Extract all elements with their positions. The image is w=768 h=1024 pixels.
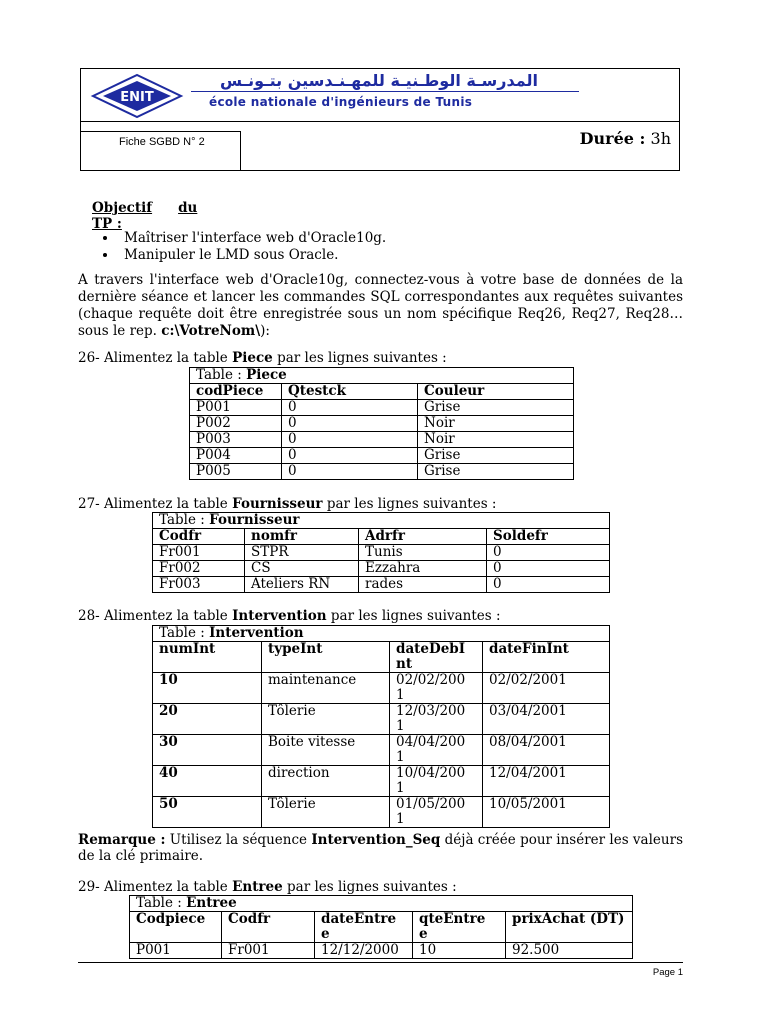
table-cell: 12/12/2000 bbox=[315, 943, 413, 959]
question-table-name: Piece bbox=[232, 350, 273, 366]
header-rule bbox=[191, 91, 579, 92]
table-caption bbox=[153, 626, 610, 642]
remark-text: Utilisez la séquence bbox=[165, 832, 312, 848]
table-cell: 30 bbox=[153, 735, 262, 766]
table-cell: Fr002 bbox=[153, 561, 245, 577]
table-cell: 0 bbox=[487, 577, 610, 593]
objective-word: Objectif bbox=[92, 200, 153, 216]
table-cell: 10/05/2001 bbox=[483, 797, 610, 828]
table-caption bbox=[130, 896, 633, 912]
table-cell: Noir bbox=[418, 432, 574, 448]
table-intervention bbox=[152, 625, 610, 828]
table-row bbox=[190, 400, 574, 416]
table-cell: 0 bbox=[487, 545, 610, 561]
arabic-school-title: المدرسـة الوطـنيـة للمهـنـدسين بتـونـس bbox=[220, 71, 538, 90]
header-banner bbox=[81, 69, 679, 122]
question-27 bbox=[78, 496, 496, 512]
school-name: école nationale d'ingénieurs de Tunis bbox=[209, 95, 473, 109]
table-cell: Ateliers RN bbox=[245, 577, 359, 593]
table-cell: 0 bbox=[282, 448, 418, 464]
duration-label: Durée : bbox=[579, 129, 646, 148]
table-cell: Grise bbox=[418, 464, 574, 480]
header-info-row bbox=[81, 121, 679, 171]
table-row bbox=[153, 561, 610, 577]
table-cell: 0 bbox=[282, 464, 418, 480]
table-cell: 08/04/2001 bbox=[483, 735, 610, 766]
table-cell: P005 bbox=[190, 464, 282, 480]
question-text: par les lignes suivantes : bbox=[322, 496, 497, 512]
table-row bbox=[190, 416, 574, 432]
objective-item: • Maîtriser l'interface web d'Oracle10g. bbox=[118, 230, 386, 247]
table-header-row bbox=[153, 642, 610, 673]
table-cell: P002 bbox=[190, 416, 282, 432]
caption-name: Fournisseur bbox=[209, 512, 300, 528]
column-header: numInt bbox=[153, 642, 262, 673]
table-row bbox=[130, 943, 633, 959]
table-cell: 0 bbox=[282, 432, 418, 448]
caption-name: Piece bbox=[246, 367, 287, 383]
table-cell: Tôlerie bbox=[262, 704, 390, 735]
column-header: Qtestck bbox=[282, 384, 418, 400]
table-cell: Grise bbox=[418, 448, 574, 464]
remark bbox=[78, 832, 683, 864]
column-header: prixAchat (DT) bbox=[506, 912, 633, 943]
page-number: Page 1 bbox=[652, 967, 683, 978]
question-text: 28- Alimentez la table bbox=[78, 608, 233, 624]
table-cell: 01/05/200 1 bbox=[390, 797, 483, 828]
question-text: par les lignes suivantes : bbox=[282, 879, 457, 895]
question-table-name: Intervention bbox=[232, 608, 327, 624]
column-header: Codfr bbox=[153, 529, 245, 545]
table-cell: 20 bbox=[153, 704, 262, 735]
table-header-row bbox=[190, 384, 574, 400]
table-cell: STPR bbox=[245, 545, 359, 561]
intro-path: c:\VotreNom\ bbox=[161, 323, 261, 339]
table-cell: 12/03/200 1 bbox=[390, 704, 483, 735]
table-cell: Fr001 bbox=[153, 545, 245, 561]
column-header: dateEntre e bbox=[315, 912, 413, 943]
table-cell: Tunis bbox=[359, 545, 487, 561]
column-header: Soldefr bbox=[487, 529, 610, 545]
question-26 bbox=[78, 350, 447, 366]
table-cell: 10 bbox=[413, 943, 506, 959]
column-header: Codpiece bbox=[130, 912, 222, 943]
intro-end: ): bbox=[260, 323, 270, 339]
table-cell: Boite vitesse bbox=[262, 735, 390, 766]
objective-word: du bbox=[178, 200, 198, 216]
question-28 bbox=[78, 608, 501, 624]
table-cell: Fr001 bbox=[222, 943, 315, 959]
table-header-row bbox=[130, 912, 633, 943]
table-cell: Ezzahra bbox=[359, 561, 487, 577]
duration bbox=[580, 129, 671, 148]
table-cell: Grise bbox=[418, 400, 574, 416]
table-cell: 0 bbox=[487, 561, 610, 577]
table-cell: 02/02/200 1 bbox=[390, 673, 483, 704]
intro-paragraph bbox=[78, 272, 683, 340]
footer-rule bbox=[78, 962, 683, 963]
table-row bbox=[153, 766, 610, 797]
table-cell: 04/04/200 1 bbox=[390, 735, 483, 766]
column-header: Adrfr bbox=[359, 529, 487, 545]
table-cell: rades bbox=[359, 577, 487, 593]
school-logo-icon bbox=[89, 73, 185, 119]
question-table-name: Entree bbox=[232, 879, 283, 895]
caption-name: Entree bbox=[186, 895, 237, 911]
objective-word: TP : bbox=[92, 216, 122, 232]
table-cell: P001 bbox=[190, 400, 282, 416]
question-text: par les lignes suivantes : bbox=[326, 608, 501, 624]
column-header: dateDebI nt bbox=[390, 642, 483, 673]
question-text: 29- Alimentez la table bbox=[78, 879, 233, 895]
column-header: Couleur bbox=[418, 384, 574, 400]
table-cell: 03/04/2001 bbox=[483, 704, 610, 735]
table-cell: 02/02/2001 bbox=[483, 673, 610, 704]
objective-item: • Manipuler le LMD sous Oracle. bbox=[118, 247, 386, 264]
question-table-name: Fournisseur bbox=[232, 496, 323, 512]
objective-title bbox=[92, 200, 197, 232]
table-row bbox=[153, 735, 610, 766]
logo-letters: ENIT bbox=[120, 90, 154, 105]
column-header: typeInt bbox=[262, 642, 390, 673]
table-cell: Tôlerie bbox=[262, 797, 390, 828]
table-cell: 0 bbox=[282, 416, 418, 432]
table-cell: 40 bbox=[153, 766, 262, 797]
caption-name: Intervention bbox=[209, 625, 304, 641]
table-row bbox=[190, 464, 574, 480]
table-cell: Noir bbox=[418, 416, 574, 432]
document-header bbox=[80, 68, 680, 171]
question-text: par les lignes suivantes : bbox=[272, 350, 447, 366]
table-cell: 10 bbox=[153, 673, 262, 704]
table-entree bbox=[129, 895, 633, 959]
column-header: dateFinInt bbox=[483, 642, 610, 673]
table-cell: maintenance bbox=[262, 673, 390, 704]
table-cell: CS bbox=[245, 561, 359, 577]
question-29 bbox=[78, 879, 457, 895]
question-text: 26- Alimentez la table bbox=[78, 350, 233, 366]
table-cell: Fr003 bbox=[153, 577, 245, 593]
table-row bbox=[153, 545, 610, 561]
table-row bbox=[153, 704, 610, 735]
remark-sequence: Intervention_Seq bbox=[311, 832, 441, 848]
table-cell: P001 bbox=[130, 943, 222, 959]
intro-text: A travers l'interface web d'Oracle10g, connectez-vous à votre base de données de la dernière séance et lancer les commandes SQL correspondantes aux requêtes suivantes (chaque requête doit être enregistrée sous un nom spécifique Req26, Req27, Req28… sous le rep. bbox=[78, 272, 683, 339]
remark-label: Remarque : bbox=[78, 832, 166, 848]
table-caption bbox=[190, 368, 574, 384]
table-cell: 12/04/2001 bbox=[483, 766, 610, 797]
table-row bbox=[190, 432, 574, 448]
duration-value: 3h bbox=[650, 129, 671, 148]
column-header: codPiece bbox=[190, 384, 282, 400]
table-piece bbox=[189, 367, 574, 480]
table-caption bbox=[153, 513, 610, 529]
column-header: Codfr bbox=[222, 912, 315, 943]
table-fournisseur bbox=[152, 512, 610, 593]
caption-label: Table : bbox=[159, 625, 210, 641]
table-cell: 92.500 bbox=[506, 943, 633, 959]
objective-list bbox=[100, 230, 386, 264]
table-cell: direction bbox=[262, 766, 390, 797]
caption-label: Table : bbox=[136, 895, 187, 911]
table-row bbox=[153, 673, 610, 704]
remark-text: déjà créée pour insérer les valeurs de la clé primaire. bbox=[78, 832, 683, 864]
caption-label: Table : bbox=[196, 367, 247, 383]
column-header: qteEntre e bbox=[413, 912, 506, 943]
table-row bbox=[153, 797, 610, 828]
table-cell: 50 bbox=[153, 797, 262, 828]
table-row bbox=[190, 448, 574, 464]
caption-label: Table : bbox=[159, 512, 210, 528]
table-cell: P003 bbox=[190, 432, 282, 448]
table-header-row bbox=[153, 529, 610, 545]
fiche-label: Fiche SGBD N° 2 bbox=[81, 131, 241, 171]
table-cell: 10/04/200 1 bbox=[390, 766, 483, 797]
question-text: 27- Alimentez la table bbox=[78, 496, 233, 512]
table-row bbox=[153, 577, 610, 593]
table-cell: P004 bbox=[190, 448, 282, 464]
column-header: nomfr bbox=[245, 529, 359, 545]
table-cell: 0 bbox=[282, 400, 418, 416]
